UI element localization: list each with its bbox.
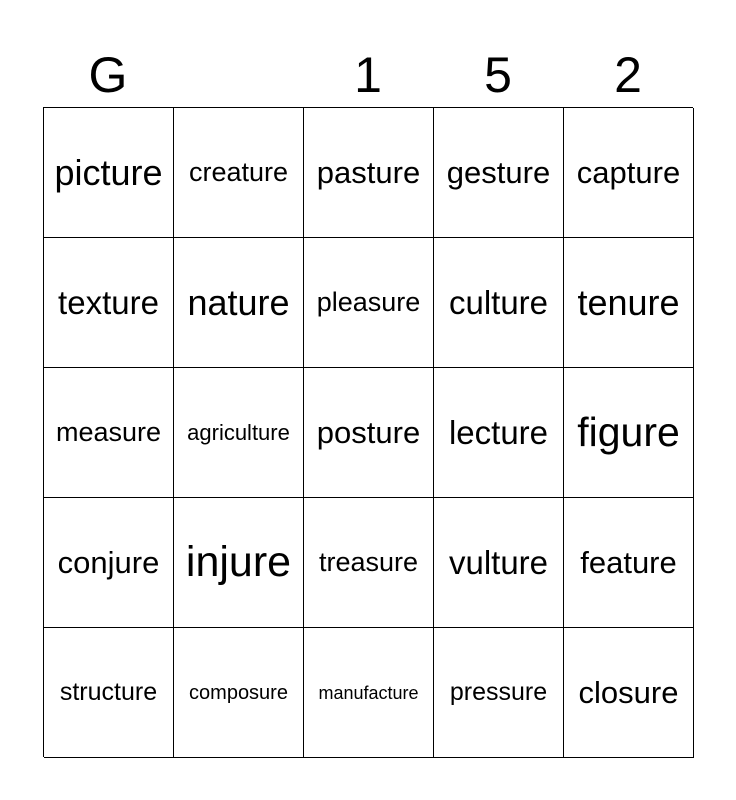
bingo-cell[interactable]: agriculture	[174, 368, 304, 498]
bingo-cell[interactable]: texture	[44, 238, 174, 368]
bingo-cell[interactable]: picture	[44, 108, 174, 238]
bingo-cell[interactable]: structure	[44, 628, 174, 758]
bingo-cell[interactable]: capture	[564, 108, 694, 238]
bingo-cell[interactable]: pleasure	[304, 238, 434, 368]
card-header	[43, 42, 693, 108]
bingo-cell[interactable]: manufacture	[304, 628, 434, 758]
bingo-cell[interactable]: treasure	[304, 498, 434, 628]
bingo-cell[interactable]: pressure	[434, 628, 564, 758]
bingo-cell[interactable]: injure	[174, 498, 304, 628]
header-letter-col1: G	[88, 47, 128, 103]
bingo-cell[interactable]: closure	[564, 628, 694, 758]
header-letter-col3: 1	[354, 47, 382, 103]
bingo-grid	[43, 107, 693, 757]
bingo-cell[interactable]: culture	[434, 238, 564, 368]
bingo-cell[interactable]: figure	[564, 368, 694, 498]
bingo-cell[interactable]: nature	[174, 238, 304, 368]
bingo-cell[interactable]: conjure	[44, 498, 174, 628]
bingo-cell[interactable]: lecture	[434, 368, 564, 498]
header-letter-col5: 2	[614, 47, 642, 103]
bingo-cell[interactable]: gesture	[434, 108, 564, 238]
bingo-cell[interactable]: tenure	[564, 238, 694, 368]
bingo-cell[interactable]: posture	[304, 368, 434, 498]
bingo-cell[interactable]: pasture	[304, 108, 434, 238]
bingo-cell[interactable]: feature	[564, 498, 694, 628]
bingo-cell[interactable]: measure	[44, 368, 174, 498]
header-letter-col2	[173, 42, 303, 108]
header-letter-col4: 5	[484, 47, 512, 103]
bingo-cell[interactable]: creature	[174, 108, 304, 238]
bingo-cell[interactable]: vulture	[434, 498, 564, 628]
bingo-cell[interactable]: composure	[174, 628, 304, 758]
